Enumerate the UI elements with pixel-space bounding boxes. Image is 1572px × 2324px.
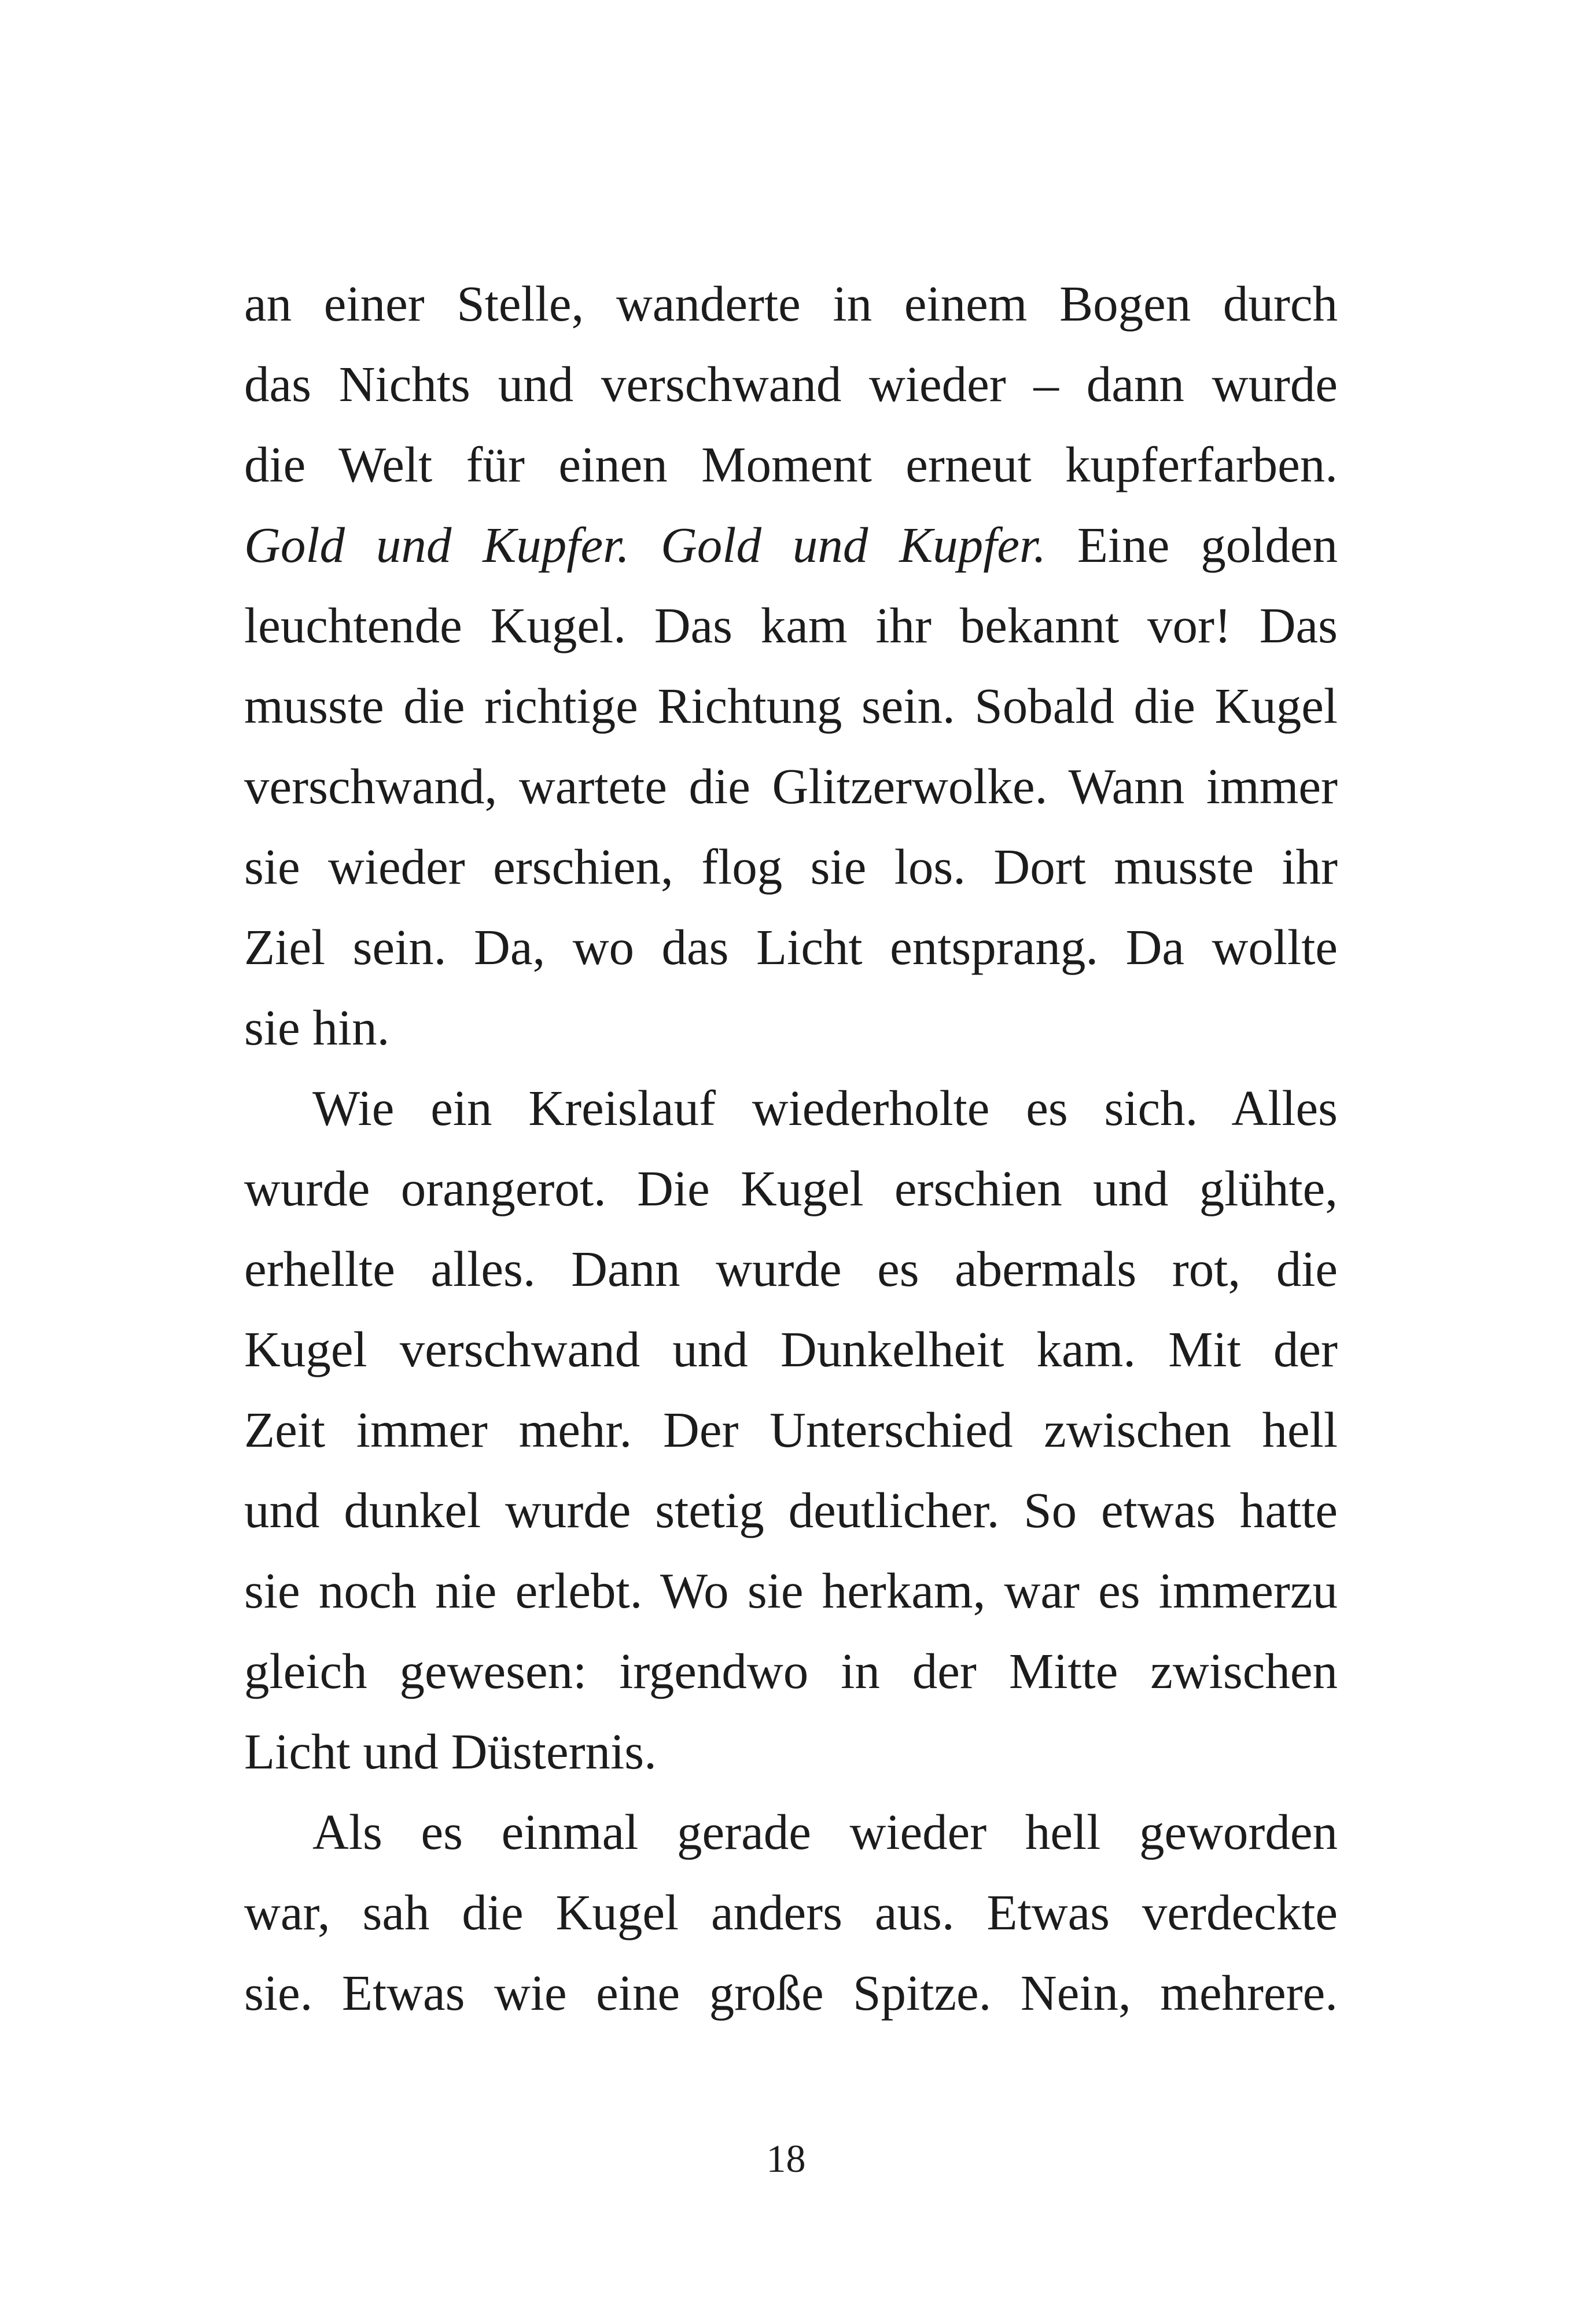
- text-line: erhellte alles. Dann wurde es abermals rot, die: [244, 1241, 1338, 1297]
- text-line: die Welt für einen Moment erneut kupferfarben.: [244, 436, 1338, 492]
- text-line: das Nichts und verschwand wieder – dann wurde: [244, 356, 1338, 412]
- text-line: musste die richtige Richtung sein. Sobald die Kugel: [244, 678, 1338, 734]
- text-line: Licht und Düsternis.: [244, 1723, 657, 1779]
- text-line: [244, 505, 1338, 585]
- text-line: sie wieder erschien, flog sie los. Dort musste ihr: [244, 839, 1338, 895]
- text-line: an einer Stelle, wanderte in einem Bogen durch: [244, 275, 1338, 332]
- text-line: wurde orangerot. Die Kugel erschien und glühte,: [244, 1160, 1338, 1216]
- text-line: sie. Etwas wie eine große Spitze. Nein, mehrere.: [244, 1965, 1338, 2021]
- text-line: und dunkel wurde stetig deutlicher. So etwas hatte: [244, 1482, 1338, 1538]
- text-line: Ziel sein. Da, wo das Licht entsprang. Da wollte: [244, 919, 1338, 975]
- text-line: sie noch nie erlebt. Wo sie herkam, war es immerzu: [244, 1562, 1338, 1619]
- text-line-rest: Eine golden: [1046, 517, 1338, 573]
- text-line: Wie ein Kreislauf wiederholte es sich. Alles: [312, 1080, 1338, 1136]
- text-line: verschwand, wartete die Glitzerwolke. Wann immer: [244, 758, 1338, 814]
- italic-phrase: Gold und Kupfer. Gold und Kupfer.: [244, 517, 1046, 573]
- text-line: leuchtende Kugel. Das kam ihr bekannt vor! Das: [244, 597, 1338, 653]
- text-line: gleich gewesen: irgendwo in der Mitte zwischen: [244, 1643, 1338, 1699]
- page-number: 18: [766, 2137, 806, 2180]
- text-line: sie hin.: [244, 999, 390, 1056]
- text-line: war, sah die Kugel anders aus. Etwas verdeckte: [244, 1884, 1338, 1940]
- text-line: Zeit immer mehr. Der Unterschied zwischen hell: [244, 1402, 1338, 1458]
- text-line: Als es einmal gerade wieder hell geworden: [312, 1804, 1338, 1860]
- text-line: Kugel verschwand und Dunkelheit kam. Mit der: [244, 1321, 1338, 1377]
- body-text: [244, 263, 1338, 2033]
